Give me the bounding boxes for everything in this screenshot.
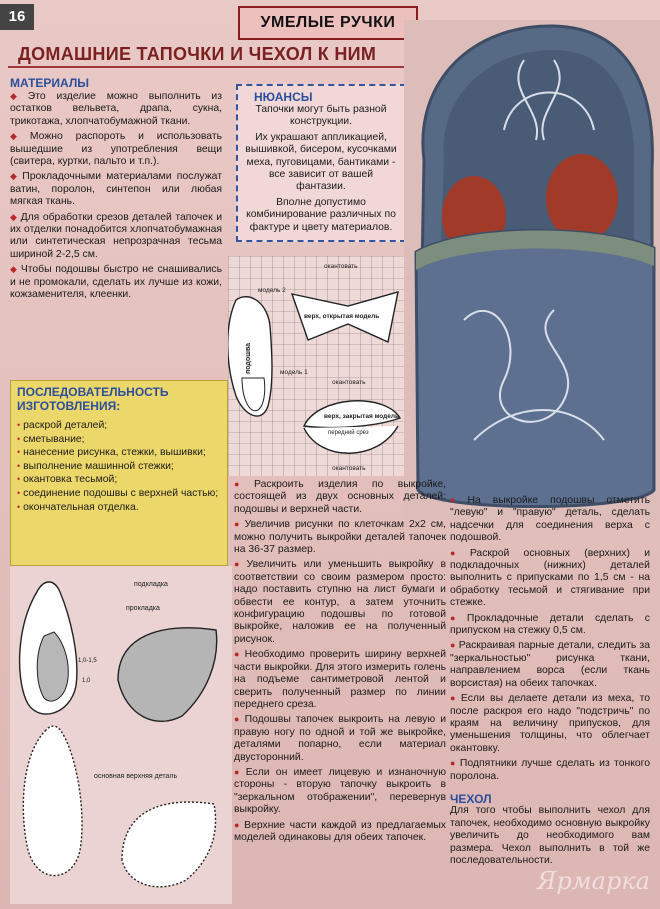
instruction-item: ● Увеличив рисунки по клеточкам 2х2 см, можно получить выкройки деталей тапочек на 36-37 размер.	[234, 519, 446, 556]
pattern-diagram	[228, 256, 406, 476]
instruction-item: ● На выкройке подошвы отметить "левую" и "правую" деталь, сделать надсечки для соединения верха с подошвой.	[450, 495, 650, 544]
nuances-paragraph: Вполне допустимо комбинирование различных по фактуре и цвету материалов.	[246, 196, 396, 233]
page-number: 16	[0, 4, 34, 30]
instruction-item: ● Если вы делаете детали из меха, то после раскроя его надо "подстричь" по краям на величину припусков, для уменьшения толщины, что облегчает окантовку.	[450, 693, 651, 754]
steps-box	[10, 380, 228, 566]
label-dim1: 1,0-1,5	[78, 658, 97, 664]
instruction-item: ● Раскрой основных (верхних) и подкладочных (нижних) деталей выполнить с припусками по 1,5 см - на обработку тесьмой и стягивание при стежке.	[450, 547, 651, 609]
label-okant-mid: окантовать	[332, 379, 366, 386]
instruction-item: ● Прокладочные детали сделать с припуском на стежку 0,5 см.	[450, 612, 650, 637]
instruction-item: ● Если он имеет лицевую и изнаночную стороны - вторую тапочку выкроить в "зеркальном отображении", перевернув выкройку.	[234, 766, 447, 816]
instruction-item: ● Раскроить изделия по выкройке, состоящей из двух основных деталей: подошвы и верхней части.	[234, 479, 446, 515]
materials-heading: МАТЕРИАЛЫ	[10, 76, 90, 90]
nuances-paragraph: Тапочки могут быть разной конструкции.	[255, 104, 387, 128]
materials-section	[10, 76, 222, 304]
step-item: • окантовка тесьмой;	[17, 474, 118, 486]
step-item: • нанесение рисунка, стежки, вышивки;	[17, 447, 206, 459]
assembly-diagram	[10, 566, 232, 904]
step-item: • окончательная отделка.	[17, 501, 139, 513]
label-prokladka: прокладка	[126, 605, 160, 612]
step-item: • выполнение машинной стежки;	[17, 460, 174, 472]
instruction-item: ● Подошвы тапочек выкроить на левую и правую ногу по одной и той же выкройке, деталями попарно, если материал двусторонний.	[234, 714, 447, 763]
chekhol-heading: ЧЕХОЛ	[450, 791, 492, 806]
nuances-paragraph: Их украшают аппликацией, вышивкой, бисером, кусочками меха, пуговицами, бантиками - все зависит от вашей фантазии.	[245, 131, 397, 193]
steps-heading: ПОСЛЕДОВАТЕЛЬНОСТЬ ИЗГОТОВЛЕНИЯ:	[17, 385, 169, 413]
label-okant-bottom: окантовать	[332, 465, 366, 472]
instruction-item: ● Увеличить или уменьшить выкройку в соответствии со своим размером просто: надо поставить ступню на лист бумаги и обвести ее контур, а затем уточнить конфигурацию подошвы по готовой выкройке, наложив ее на полученный рисунок.	[234, 559, 447, 645]
label-front-cut: передний срез	[328, 430, 369, 436]
label-model1: модель 1	[280, 369, 308, 376]
label-dim2: 1,0	[82, 678, 91, 684]
chekhol-text: Для того чтобы выполнить чехол для тапочек, необходимо основную выкройку увеличить до необходимого вам размера. Чехол выполнить в той же последовательности.	[450, 805, 650, 866]
step-item: • раскрой деталей;	[17, 420, 108, 431]
instruction-item: ● Необходимо проверить ширину верхней части выкройки. Для этого измерить голень на подъеме сантиметровой лентой и сверить полученный размер по линии переднего среза.	[234, 649, 446, 710]
label-verh-closed: верх, закрытая модель	[324, 413, 400, 420]
label-verh-open: верх, открытая модель	[304, 313, 380, 320]
instruction-item: ● Верхние части каждой из предлагаемых моделей одинаковы для обеих тапочек.	[234, 819, 446, 843]
slipper-photo	[404, 20, 660, 520]
instructions-column-2	[234, 478, 446, 846]
instruction-item: ● Подпятники лучше сделать из тонкого поролона.	[450, 758, 650, 782]
materials-item: ◆ Можно распороть и использовать вышедшие из употребления вещи (свитера, куртки, пальто и т.п.).	[10, 131, 223, 168]
label-podkladka: подкладка	[134, 581, 168, 588]
label-sole: подошва	[245, 342, 252, 374]
step-item: • соединение подошвы с верхней частью;	[17, 487, 219, 499]
instruction-item: ● Раскраивая парные детали, следить за "зеркальностью" рисунка ткани, направлением ворса (если ткань ворсистая) на обеих тапочках.	[450, 640, 651, 689]
article-title: ДОМАШНИЕ ТАПОЧКИ И ЧЕХОЛ К НИМ	[18, 44, 377, 64]
rubric-label: УМЕЛЫЕ РУЧКИ	[238, 6, 418, 40]
watermark: Ярмарка	[537, 867, 650, 895]
label-okant-top: окантовать	[324, 263, 358, 270]
materials-item: ◆ Прокладочными материалами послужат ватин, поролон, синтепон или любая мягкая ткань.	[10, 171, 222, 208]
nuances-box	[236, 84, 406, 242]
materials-item: ◆ Это изделие можно выполнить из остатков вельвета, драпа, сукна, трикотажа, хлопчатобумажной ткани.	[10, 91, 222, 127]
label-model2: модель 2	[258, 287, 286, 294]
label-main-detail: основная верхняя деталь	[94, 773, 178, 780]
materials-item: ◆ Для обработки срезов деталей тапочек и их отделки понадобится хлопчатобумажная или синтетическая непрозрачная тесьма шириной 2-2,5 см.	[10, 211, 222, 260]
title-divider	[8, 66, 438, 68]
nuances-heading: НЮАНСЫ	[254, 90, 313, 104]
materials-item: ◆ Чтобы подошвы быстро не снашивались и не промокали, сделать их лучше из кожи, кожзаменителя, клеенки.	[10, 264, 222, 301]
instructions-column-3	[450, 494, 650, 869]
step-item: • сметывание;	[17, 433, 85, 445]
